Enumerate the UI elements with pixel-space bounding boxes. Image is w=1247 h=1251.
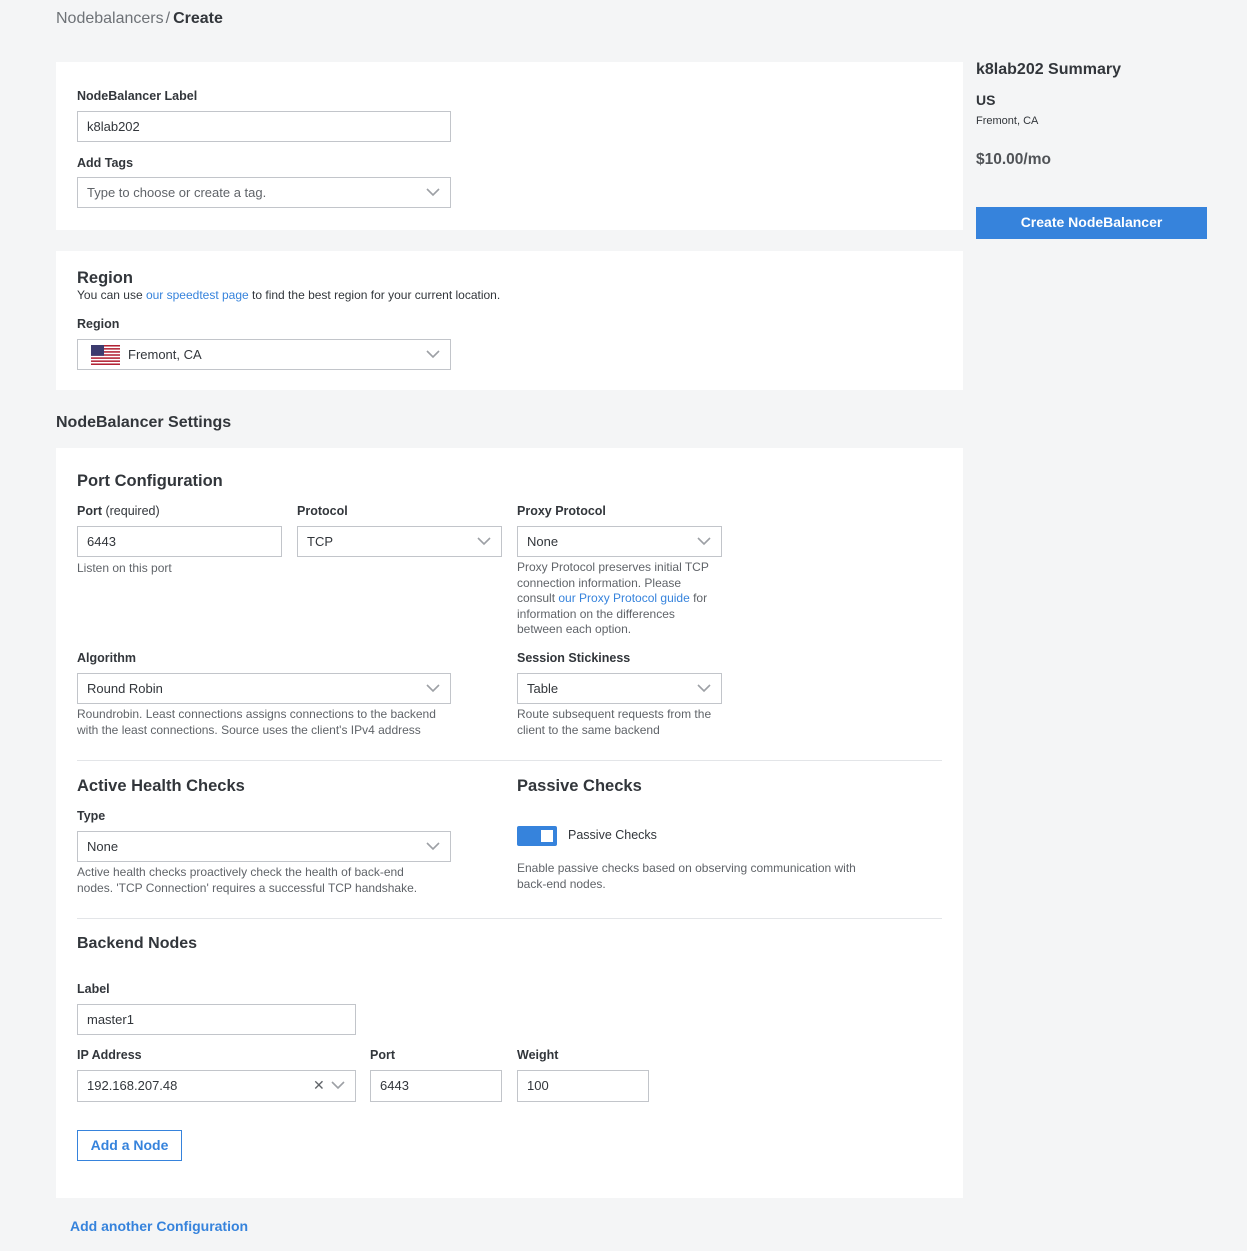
health-check-type-label: Type [77, 809, 106, 823]
passive-checks-title: Passive Checks [517, 777, 642, 795]
algorithm-help-line: Roundrobin. Least connections assigns connections to the backend [77, 707, 436, 721]
add-another-configuration-link[interactable]: Add another Configuration [70, 1218, 249, 1234]
settings-title: NodeBalancer Settings [56, 414, 232, 431]
region-title: Region [77, 269, 133, 287]
protocol-value: TCP [307, 534, 333, 549]
node-port-label: Port [370, 1048, 395, 1062]
algorithm-help-line: with the least connections. Source uses the client's IPv4 address [77, 722, 421, 737]
node-label-label: Label [77, 982, 110, 996]
session-stickiness-label: Session Stickiness [517, 651, 631, 665]
proxy-help-suffix: for [689, 591, 708, 605]
session-stickiness-value: Table [527, 681, 559, 696]
node-ip-select[interactable] [77, 1070, 356, 1102]
proxy-help-line: Proxy Protocol preserves initial TCP [517, 560, 709, 574]
proxy-protocol-select[interactable] [517, 526, 722, 557]
algorithm-value: Round Robin [87, 681, 163, 696]
chevron-down-icon [331, 1080, 345, 1090]
nodebalancer-label-input[interactable]: k8lab202 [77, 111, 451, 142]
port-label-text: Port [77, 504, 102, 518]
summary-price: $10.00/mo [976, 151, 1051, 168]
port-input[interactable]: 6443 [77, 526, 282, 557]
chevron-down-icon [697, 683, 711, 693]
tags-select[interactable] [77, 177, 451, 208]
health-check-type-value: None [87, 839, 119, 854]
breadcrumb-separator: / [165, 10, 171, 27]
region-selected: Fremont, CA [128, 347, 202, 362]
tags-placeholder: Type to choose or create a tag. [87, 185, 267, 200]
node-weight-label: Weight [517, 1048, 559, 1062]
nodebalancer-label-title: NodeBalancer Label [77, 89, 198, 103]
chevron-down-icon [426, 187, 440, 197]
active-help-line: nodes. 'TCP Connection' requires a successful TCP handshake. [77, 880, 418, 895]
active-help-line: Active health checks proactively check the health of back-end [77, 865, 404, 879]
add-tags-title: Add Tags [77, 156, 134, 170]
proxy-help-line [517, 591, 737, 607]
chevron-down-icon [697, 536, 711, 546]
label-panel [56, 62, 963, 230]
proxy-protocol-guide-link[interactable]: our Proxy Protocol guide [558, 591, 690, 605]
chevron-down-icon [426, 841, 440, 851]
region-select[interactable] [77, 339, 451, 370]
protocol-select[interactable] [297, 526, 502, 557]
stickiness-help-line: Route subsequent requests from the [517, 707, 712, 721]
settings-panel [56, 448, 963, 1198]
backend-nodes-title: Backend Nodes [77, 935, 198, 952]
clear-icon[interactable]: ✕ [313, 1077, 325, 1093]
session-stickiness-select[interactable] [517, 673, 722, 704]
chevron-down-icon [426, 349, 440, 359]
speedtest-link[interactable]: our speedtest page [145, 288, 249, 302]
node-weight-input[interactable]: 100 [517, 1070, 649, 1102]
proxy-help-line: information on the differences [517, 606, 675, 621]
passive-checks-help [517, 861, 856, 892]
passive-checks-toggle[interactable] [517, 826, 557, 846]
toggle-knob [541, 830, 553, 842]
proxy-help-line: between each option. [517, 622, 632, 636]
add-node-button[interactable]: Add a Node [77, 1130, 182, 1161]
passive-help-line: Enable passive checks based on observing communication with [517, 861, 856, 875]
algorithm-help [77, 707, 436, 738]
node-ip-label: IP Address [77, 1048, 142, 1062]
proxy-protocol-value: None [527, 534, 559, 549]
proxy-help-line: connection information. Please [517, 575, 682, 590]
divider [77, 760, 942, 761]
port-required-text: (required) [102, 504, 160, 518]
port-label [77, 504, 160, 518]
protocol-label: Protocol [297, 504, 348, 518]
port-config-title: Port Configuration [77, 472, 223, 490]
breadcrumb-parent-link[interactable]: Nodebalancers [56, 10, 164, 27]
node-label-input[interactable]: master1 [77, 1004, 356, 1035]
chevron-down-icon [426, 683, 440, 693]
region-help-suffix: to find the best region for your current location. [248, 288, 501, 302]
proxy-protocol-help [517, 560, 737, 638]
algorithm-label: Algorithm [77, 651, 137, 665]
region-field-label: Region [77, 317, 120, 331]
create-nodebalancer-button[interactable]: Create NodeBalancer [976, 207, 1207, 239]
region-panel [56, 251, 963, 390]
active-health-help [77, 865, 417, 896]
divider [77, 918, 942, 919]
passive-help-line: back-end nodes. [517, 876, 606, 891]
region-help-prefix: You can use [77, 288, 146, 302]
proxy-help-prefix: consult [517, 591, 559, 605]
proxy-protocol-label: Proxy Protocol [517, 504, 606, 518]
breadcrumb [56, 10, 223, 28]
summary-title: k8lab202 Summary [976, 61, 1121, 78]
summary-region-name: Fremont, CA [976, 115, 1039, 127]
node-port-input[interactable]: 6443 [370, 1070, 502, 1102]
us-flag-icon [91, 345, 120, 365]
session-stickiness-help [517, 707, 711, 738]
node-ip-value: 192.168.207.48 [87, 1078, 178, 1093]
breadcrumb-current: Create [173, 10, 223, 27]
algorithm-select[interactable] [77, 673, 451, 704]
stickiness-help-line: client to the same backend [517, 722, 660, 737]
health-check-type-select[interactable] [77, 831, 451, 862]
active-health-checks-title: Active Health Checks [77, 777, 245, 795]
summary-region-code: US [976, 92, 996, 108]
chevron-down-icon [477, 536, 491, 546]
region-help [77, 288, 500, 304]
port-help: Listen on this port [77, 561, 172, 575]
passive-checks-toggle-label: Passive Checks [568, 828, 657, 842]
